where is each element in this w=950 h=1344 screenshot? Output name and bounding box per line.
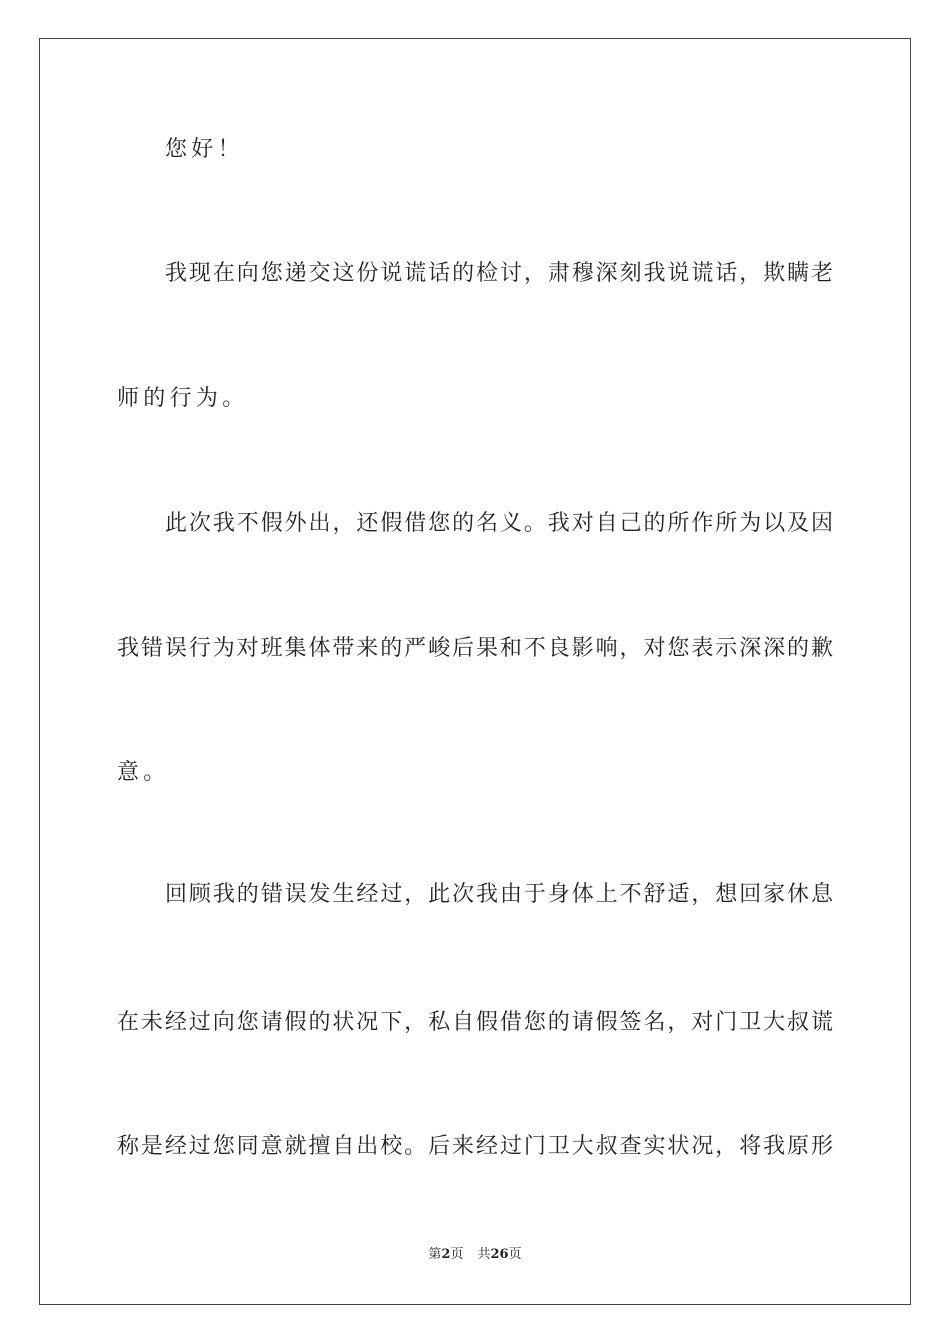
page-footer	[0, 1246, 950, 1264]
paragraph-2-line-2: 我错误行为对班集体带来的严峻后果和不良影响，对您表示深深的歉	[117, 636, 833, 661]
paragraph-3-line-3: 称是经过您同意就擅自出校。后来经过门卫大叔查实状况，将我原形	[117, 1134, 833, 1159]
total-suffix: 页	[508, 1247, 522, 1262]
total-pages: 26	[490, 1247, 509, 1262]
total-prefix: 共	[477, 1247, 491, 1262]
greeting-line: 您好！	[165, 137, 244, 162]
paragraph-1-line-1: 我现在向您递交这份说谎话的检讨，肃穆深刻我说谎话，欺瞒老	[165, 261, 833, 286]
paragraph-3-line-2: 在未经过向您请假的状况下，私自假借您的请假签名，对门卫大叔谎	[117, 1010, 833, 1035]
paragraph-1-line-2: 师的行为。	[117, 386, 249, 411]
paragraph-2-line-3: 意。	[117, 760, 170, 785]
page-border	[39, 38, 911, 1305]
paragraph-3-line-1: 回顾我的错误发生经过，此次我由于身体上不舒适，想回家休息	[165, 882, 833, 907]
page-suffix: 页	[450, 1247, 464, 1262]
page-prefix: 第	[428, 1247, 442, 1262]
page-number: 2	[441, 1247, 451, 1262]
paragraph-2-line-1: 此次我不假外出，还假借您的名义。我对自己的所作所为以及因	[165, 511, 833, 536]
